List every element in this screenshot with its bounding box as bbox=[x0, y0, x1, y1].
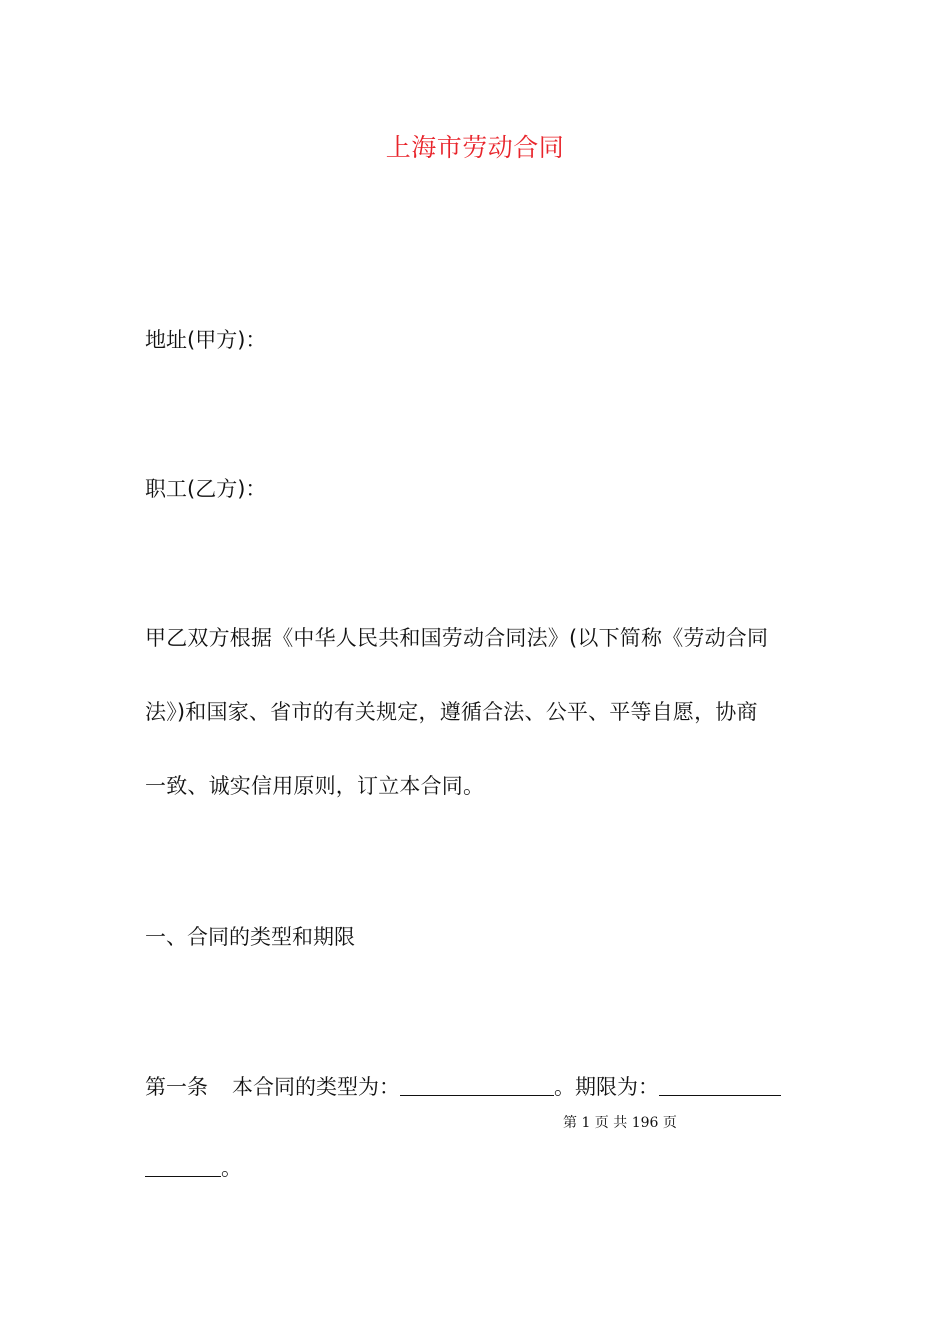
page-number: 第 1 页 共 196 页 bbox=[563, 1115, 677, 1131]
section-heading: 一、合同的类型和期限 bbox=[145, 925, 355, 949]
document-title: 上海市劳动合同 bbox=[385, 133, 565, 162]
party-b-label: 职工(乙方)： bbox=[145, 477, 267, 501]
contract-term-blank[interactable] bbox=[659, 1073, 781, 1096]
article-1-line bbox=[145, 1071, 781, 1102]
article-1-continuation bbox=[145, 1152, 242, 1183]
preamble-line-2: 法》)和国家、省市的有关规定，遵循合法、公平、平等自愿，协商 bbox=[145, 700, 758, 724]
contract-type-blank[interactable] bbox=[400, 1073, 554, 1096]
article-text-end: 。 bbox=[221, 1156, 242, 1180]
article-label: 第一条 bbox=[145, 1075, 208, 1099]
preamble-line-3: 一致、诚实信用原则，订立本合同。 bbox=[145, 774, 485, 798]
preamble-line-1: 甲乙双方根据《中华人民共和国劳动合同法》(以下简称《劳动合同 bbox=[145, 626, 769, 650]
article-text-between: 。期限为： bbox=[554, 1075, 659, 1099]
article-text: 本合同的类型为： bbox=[232, 1075, 400, 1099]
party-a-label: 地址(甲方)： bbox=[145, 328, 267, 352]
preamble-paragraph bbox=[145, 601, 810, 823]
contract-term-blank-continued[interactable] bbox=[145, 1154, 221, 1177]
